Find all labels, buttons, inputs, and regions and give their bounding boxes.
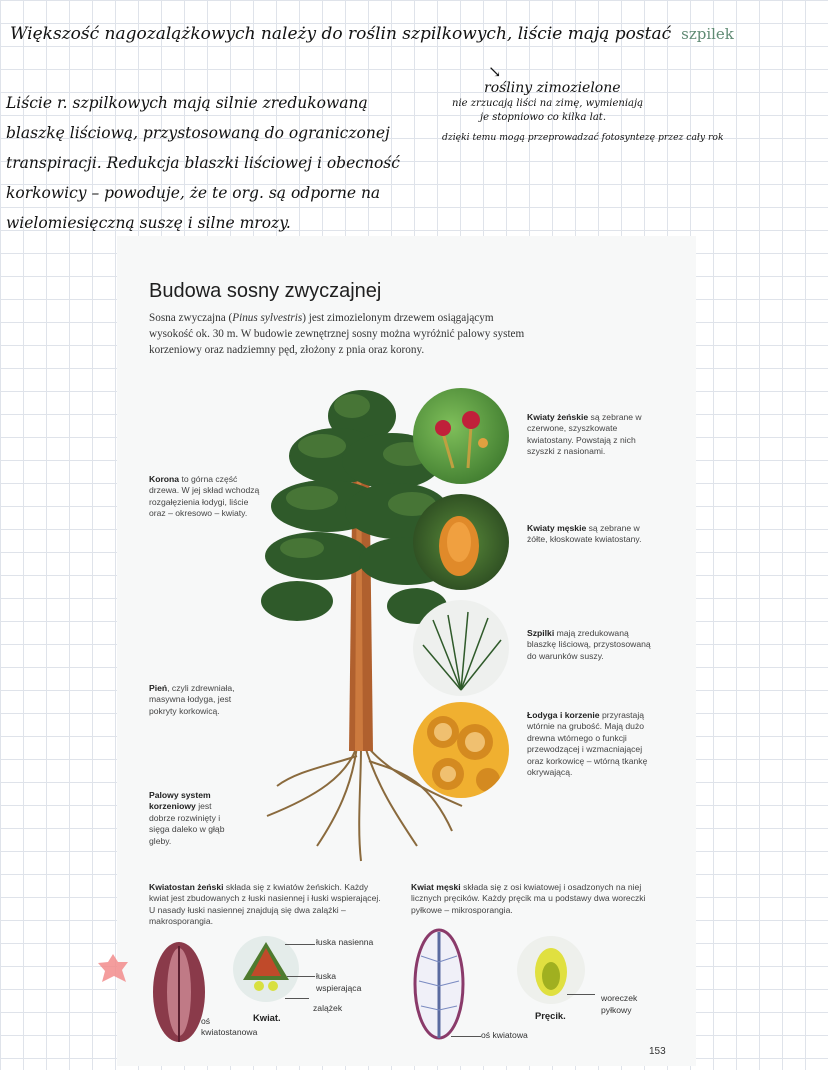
caption-text: składa się z osi kwiatowej i osadzonych na niej licznych pręcików. Każdy pręcik ma u podstawy dwa woreczki pyłkowe – mikrosporangia. xyxy=(411,882,646,915)
caption-text: jest dobrze rozwinięty i sięga daleko w głąb gleby. xyxy=(149,801,225,846)
intro-text: Sosna zwyczajna ( xyxy=(149,312,233,324)
note-right-line: je stopniowo co kilka lat. xyxy=(480,112,607,123)
label-zalazek: zalążek xyxy=(313,1003,343,1013)
note-left-line: korkowicy – powoduje, że te org. są odporne na xyxy=(6,184,381,202)
caption-text: , czyli zdrewniała, masywna łodyga, jest pokryty korkowicą. xyxy=(149,683,235,716)
female-flower-detail xyxy=(233,936,299,1002)
note-left-line: Liście r. szpilkowych mają silnie zredukowaną xyxy=(6,94,368,112)
caption-zenskie xyxy=(527,412,657,458)
caption-term: Korona xyxy=(149,474,180,484)
male-flowers-image xyxy=(413,494,509,590)
intro-latin-name: Pinus sylvestris xyxy=(232,312,303,324)
caption-meskie xyxy=(527,523,657,546)
wood-cross-section-drawing xyxy=(413,702,509,798)
caption-term: Palowy system korzeniowy xyxy=(149,790,211,812)
caption-term: Łodyga i korzenie xyxy=(527,710,600,720)
label-os-kwiatostanowa-2: kwiatostanowa xyxy=(201,1027,258,1037)
intro-text: ) jest zimozielonym drzewem osiągającym wysokość ok. 30 m. W budowie zewnętrznej sosny można wyróżnić palowy system korzeniowy oraz nadziemny pęd, złożony z pnia oraz korony. xyxy=(149,312,525,356)
handwritten-note-top xyxy=(10,24,734,44)
note-right-line: nie zrzucają liści na zimę, wymieniają xyxy=(452,98,644,109)
page-number: 153 xyxy=(649,1046,666,1057)
label-luska-wspierajaca-2: wspierająca xyxy=(316,983,362,993)
leader-line xyxy=(285,998,309,999)
note-top-text: Większość nagozalążkowych należy do roślin szpilkowych, liście mają postać xyxy=(10,24,672,44)
needles-drawing xyxy=(413,600,509,696)
male-flowers-drawing xyxy=(413,494,509,590)
caption-korona xyxy=(149,474,261,520)
label-woreczek-1: woreczek xyxy=(601,993,638,1003)
female-flowers-drawing xyxy=(413,388,509,484)
label-precik: Pręcik. xyxy=(535,1010,566,1021)
male-flower-drawing xyxy=(411,926,467,1044)
caption-term: Kwiatostan żeński xyxy=(149,882,224,892)
leader-line xyxy=(567,994,595,995)
caption-kwiat-meski xyxy=(411,882,651,916)
caption-kwiatostan-zenski xyxy=(149,882,385,928)
label-luska-nasienna: łuska nasienna xyxy=(316,937,374,947)
handwritten-note-left xyxy=(6,88,400,238)
wood-cross-section-image xyxy=(413,702,509,798)
note-left-line: transpiracji. Redukcja blaszki liściowej i obecność xyxy=(6,154,400,172)
leader-line xyxy=(451,1036,481,1037)
label-woreczek-2: pyłkowy xyxy=(601,1005,632,1015)
page-intro xyxy=(149,310,539,358)
note-right-line: dzięki temu mogą przeprowadzać fotosyntezę przez cały rok xyxy=(442,132,724,143)
label-os-kwiatowa: oś kwiatowa xyxy=(481,1030,528,1040)
label-kwiat: Kwiat. xyxy=(253,1012,281,1023)
caption-term: Kwiaty żeńskie xyxy=(527,412,589,422)
caption-term: Kwiaty męskie xyxy=(527,523,587,533)
caption-text: mają zredukowaną blaszkę liściową, przystosowaną do warunków suszy. xyxy=(527,628,651,661)
note-left-line: wielomiesięczną suszę i silne mrozy. xyxy=(6,214,291,232)
textbook-page xyxy=(117,236,696,1066)
caption-pien xyxy=(149,683,261,717)
leader-line xyxy=(287,976,315,977)
caption-term: Kwiat męski xyxy=(411,882,461,892)
needles-image xyxy=(413,600,509,696)
caption-text: są zebrane w czerwone, szyszkowate kwiatostany. Powstają z nich szyszki z nasionami. xyxy=(527,412,642,457)
caption-palowy xyxy=(149,790,239,847)
female-flowers-image xyxy=(413,388,509,484)
label-os-kwiatostanowa-1: oś xyxy=(201,1016,211,1026)
caption-szpilki xyxy=(527,628,657,662)
note-left-line: blaszkę liściową, przystosowaną do ograniczonej xyxy=(6,124,390,142)
caption-lodyga xyxy=(527,710,657,778)
page-title: Budowa sosny zwyczajnej xyxy=(149,280,382,302)
caption-text: są zebrane w żółte, kłoskowate kwiatostany. xyxy=(527,523,642,545)
label-luska-wspierajaca-1: łuska xyxy=(316,971,337,981)
caption-text: to górna część drzewa. W jej skład wchodzą rozgałęzienia łodygi, liście oraz – okresowo – kwiaty. xyxy=(149,474,260,519)
caption-term: Szpilki xyxy=(527,628,555,638)
female-flower-detail-drawing xyxy=(233,936,299,1002)
caption-text: przyrastają wtórnie na grubość. Mają dużo drewna wtórnego o funkcji przewodzącej i wzmacniającej oraz korkowicę – wtórną tkankę okrywającą. xyxy=(527,710,648,778)
note-top-green-word: szpilek xyxy=(681,25,734,43)
caption-text: składa się z kwiatów żeńskich. Każdy kwiat jest zbudowanych z łuski nasiennej i łuski wspierającej. U nasady łuski nasiennej znajdują się dwa zalążki – makrosporangia. xyxy=(149,882,381,927)
note-right-title: rośliny zimozielone xyxy=(484,80,621,96)
pink-sticker-icon xyxy=(96,952,130,986)
leader-line xyxy=(285,944,315,945)
arrow-icon: ↘ xyxy=(488,62,502,81)
caption-term: Pień xyxy=(149,683,168,693)
